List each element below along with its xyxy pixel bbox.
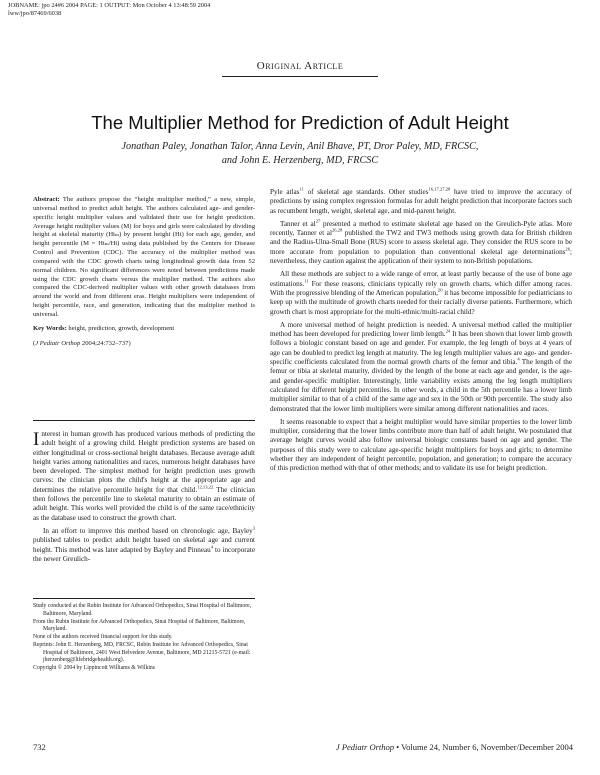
intro-paragraph-2 <box>33 527 255 564</box>
right-paragraph-2 <box>270 220 572 266</box>
intro-text: In an effort to improve this method based on chronologic age, Bayley <box>43 526 253 535</box>
ref-superscript: 26 <box>565 246 571 252</box>
body-right-column <box>270 188 572 474</box>
author-line-1: Jonathan Paley, Jonathan Talor, Anna Levin, Anil Bhave, PT, Dror Paley, MD, FRCSC, <box>121 141 479 152</box>
ref-superscript: 20 <box>437 287 443 293</box>
ref-superscript: 24 <box>445 328 451 334</box>
body-text: presented a method to estimate skeletal age based on the Greulich-Pyle atlas. More recently, Tanner et al <box>270 219 572 238</box>
keywords-label: Key Words: <box>33 324 67 332</box>
body-text: have tried to improve the accuracy of predictions by using complex regression formulas for adult height prediction that incorporate factors such as recumbent length, weight, skeletal age, and mid-parent height. <box>270 188 573 215</box>
body-text: It has been shown that lower limb growth follows a biologic constant based on age and gender. For example, the leg length of boys at 4 years of age can be doubled to predict leg length at maturity. The leg length multiplier values are age- and gender-specific coefficients calculated from the normal growth charts of the femur and tibia. <box>270 330 572 367</box>
job-header-line1: JOBNAME: jpo 24#6 2004 PAGE: 1 OUTPUT: Mon October 4 13:48:59 2004 <box>8 2 211 9</box>
ref-superscript: 4 <box>517 356 520 362</box>
job-header-line2: lww/jpo/87469/6038 <box>8 10 62 17</box>
ref-superscript: 16,17,27,28 <box>428 186 451 192</box>
body-left-column <box>33 430 255 564</box>
right-paragraph-4 <box>270 321 572 414</box>
ref-superscript: 11 <box>299 186 304 192</box>
intro-text: to incorporate the newer Greulich- <box>33 545 256 563</box>
page-number: 732 <box>33 742 46 752</box>
footnote-study: Study conducted at the Rubin Institute for Advanced Orthopedics, Sinai Hospital of Baltimore, Baltimore, Maryland. <box>33 603 252 617</box>
page-footer <box>33 740 573 756</box>
body-text: For these reasons, clinicians typically rely on growth charts, which differ among races. With the progressive blending of the American population, <box>270 279 572 297</box>
right-paragraph-3 <box>270 270 572 316</box>
footer-journal: J Pediatr Orthop <box>335 742 394 752</box>
author-line-2: and John E. Herzenberg, MD, FRCSC <box>221 155 379 166</box>
keywords-text: height, prediction, growth, development <box>68 324 175 332</box>
body-text: of skeletal age standards. Other studies <box>303 188 429 196</box>
footnote-rule <box>33 598 255 599</box>
body-text: Pyle atlas <box>270 188 300 196</box>
footnote-from: From the Rubin Institute for Advanced Orthopedics, Sinai Hospital of Baltimore, Baltimore, Maryland. <box>33 618 246 633</box>
footnotes <box>33 603 255 673</box>
dropcap: I <box>33 429 40 450</box>
citation-journal: J Pediatr Orthop <box>35 339 81 347</box>
body-text: The length of the femur or tibia at skeletal maturity, divided by the length of the bone at each age and gender, is the age- and gender-specific multiplier. Interestingly, little variability exists among the leg length multipliers calculated for different height percentiles. In other words, a child in the 5th percentile has a lower limb multiplier similar to that of a child of the same age and sex in the 50th or 90th percentile. The study also demonstrated that the lower limb multipliers were similar among different nationalities and races. <box>270 358 572 413</box>
citation: (J Pediatr Orthop 2004;24:732–737) <box>33 339 131 347</box>
right-paragraph-5: It seems reasonable to expect that a height multiplier would have similar properties to the lower limb multiplier, considering that the lower limbs contribute more than half of adult height. We postulated that average height curves would also follow universal biologic constants based on age and gender. The purposes of this study were to calculate age-specific height multipliers for boys and girls; to determine whether they are independent of height percentile, population, and generation; to compare the accuracy of this prediction method with that of other methods; and to validate its use for height prediction. <box>270 417 572 473</box>
job-header <box>8 2 408 18</box>
footnote-reprints: Reprints: John E. Herzenberg, MD, FRCSC, Rubin Institute for Advanced Orthopedics, Sinai Hospital of Baltimore, 2401 West Belvedere Avenue, Baltimore, MD 21215-5721 (e-mail: jherzenberg@lifebridgehealth.org). <box>33 641 251 664</box>
abstract-block <box>33 196 255 349</box>
body-text: All these methods are subject to a wide range of error, at least partly because of the use of bone age estimations. <box>270 270 572 288</box>
body-text: Tanner et al <box>280 219 316 228</box>
ref-superscript: 3 <box>252 525 255 531</box>
intro-paragraph-1 <box>33 430 255 523</box>
citation-details: 2004;24:732–737 <box>81 339 129 347</box>
intro-text: published tables to predict adult height based on skeletal age and current height. This method was later adapted by Bayley and Pinneau <box>33 536 255 554</box>
ref-superscript: 12,13,22 <box>197 484 214 490</box>
abstract-paragraph <box>33 196 255 320</box>
abstract-text: The authors propose the “height multiplier method,” a new, simple, universal method to predict adult height. The authors calculated age- and gender-specific height multiplier values and validated their use for height prediction. Average height multiplier values (M) for boys and girls were calculated by dividing height at skeletal maturity (Htₘ) by present height (Ht) for each age, gender, and height percentile (M = Htₘ/Ht) using data published by the Centers for Disease Control and Prevention (CDC). The accuracy of the multiplier method was compared with the CDC growth charts using longitudinal growth data from 52 normal children. No significant differences were noted between predictions made using the CDC growth charts versus the multiplier method. The authors also compared the CDC-derived multiplier values with other growth databases from around the world and from different eras. Height multipliers were independent of height percentile, race, and generation, indicating that the multiplier method is universal. <box>33 196 256 318</box>
body-text: ; nevertheless, they caution against the application of their system to non-British populations. <box>270 247 572 266</box>
ref-superscript: 27 <box>315 218 321 224</box>
abstract-rule <box>33 420 255 421</box>
intro-text: nterest in human growth has produced various methods of predicting the adult height of a growing child. Height prediction systems are based on either longitudinal or cross-sectional height databases. Because average adult height varies among nationalities and races, numerous height databases have been developed. The simplest method for height prediction uses growth curves: the clinician plots the child's height at the appropriate age and determines the relative percentile height for that child. <box>33 430 255 494</box>
body-text: it has become impossible for pediatricians to keep up with the multitude of growth charts needed for their racially diverse patients. Furthermore, which growth chart is most appropriate for the multi-ethnic/multi-racial child? <box>270 288 572 316</box>
footnote-funding: None of the authors received financial support for this study. <box>33 634 173 640</box>
right-paragraph-1 <box>270 188 572 216</box>
ref-superscript: 11 <box>304 278 309 284</box>
body-text: published the TW2 and TW3 methods using growth data for British children and the Radius-Ulna-Small Bone (RUS) score to assess skeletal age. They consider the RUS score to be more accurate from population to population than conventional skeletal age determinations <box>270 229 572 256</box>
author-list <box>40 140 560 168</box>
ref-superscript: 26,28 <box>331 227 343 233</box>
abstract-label: Abstract: <box>33 196 60 203</box>
keywords <box>33 325 255 334</box>
footnote-copyright: Copyright © 2004 by Lippincott Williams & Wilkins <box>33 665 156 671</box>
header-rule <box>222 76 378 77</box>
article-title: The Multiplier Method for Prediction of Adult Height <box>91 112 509 133</box>
article-type: Original Article <box>256 60 344 72</box>
footer-journal-info <box>336 742 573 752</box>
intro-text: The clinician then follows the percentile line to skeletal maturity to obtain an estimate of adult height. This works well provided the child is of the same race/ethnicity as the database used to construct the growth chart. <box>33 485 255 522</box>
ref-superscript: 4 <box>210 544 214 550</box>
footer-issue: • Volume 24, Number 6, November/December 2004 <box>394 742 573 752</box>
body-text: A more universal method of height prediction is needed. A universal method called the multiplier method has been developed for predicting lower limb length. <box>270 320 572 339</box>
